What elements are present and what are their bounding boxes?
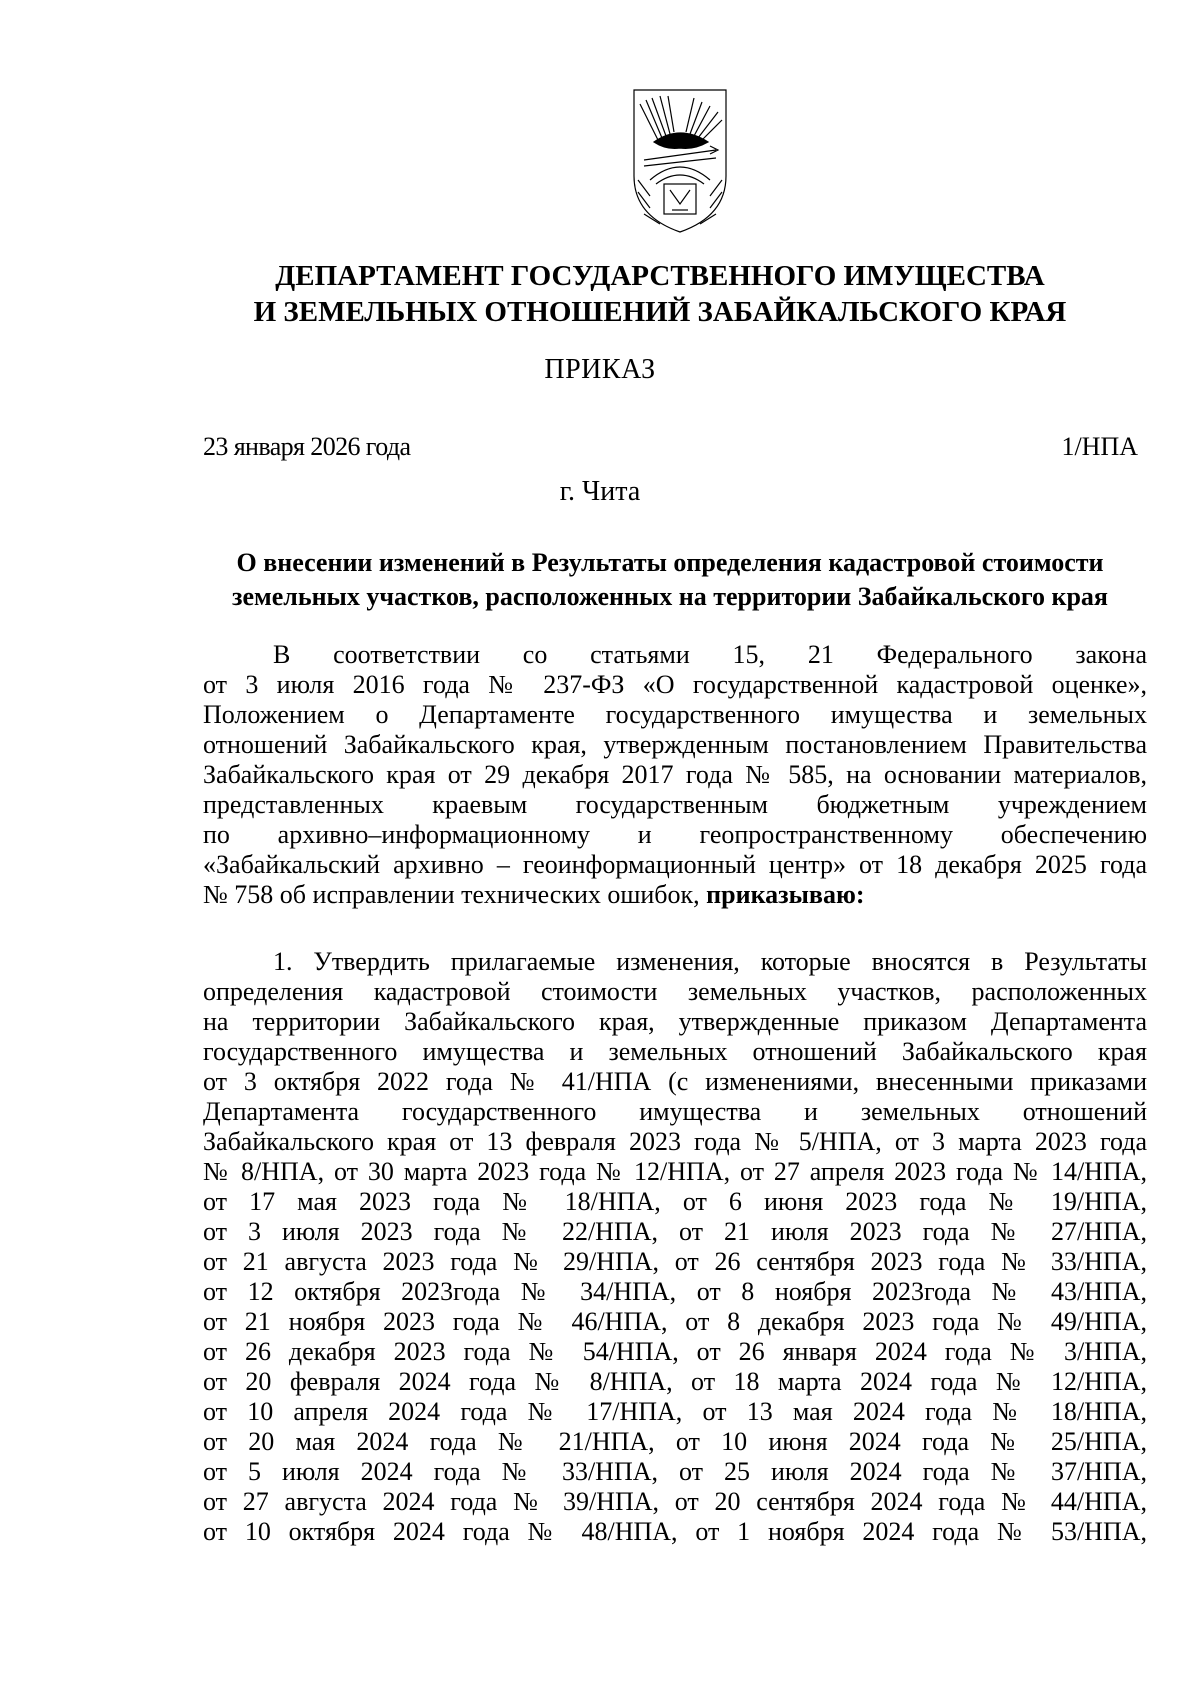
department-title-line: ДЕПАРТАМЕНТ ГОСУДАРСТВЕННОГО ИМУЩЕСТВА <box>275 260 1045 292</box>
paragraph-line: отношений Забайкальского края, утвержденным постановлением Правительства <box>203 730 1147 759</box>
department-title <box>180 258 1140 330</box>
paragraph-line: от 26 декабря 2023 года № 54/НПА, от 26 января 2024 года № 3/НПА, <box>203 1337 1147 1366</box>
paragraph-line-text: № 758 об исправлении технических ошибок, <box>203 880 700 909</box>
paragraph-line: от 3 октября 2022 года № 41/НПА (с изменениями, внесенными приказами <box>203 1067 1147 1096</box>
paragraph-line: определения кадастровой стоимости земельных участков, расположенных <box>203 977 1147 1006</box>
paragraph-line: от 27 августа 2024 года № 39/НПА, от 20 сентября 2024 года № 44/НПА, <box>203 1487 1147 1516</box>
order-city: г. Чита <box>559 476 641 507</box>
paragraph-line: Забайкальского края от 13 февраля 2023 года № 5/НПА, от 3 марта 2023 года <box>203 1127 1147 1156</box>
paragraph-line: от 20 мая 2024 года № 21/НПА, от 10 июня 2024 года № 25/НПА, <box>203 1427 1147 1456</box>
paragraph-line: от 3 июля 2023 года № 22/НПА, от 21 июля 2023 года № 27/НПА, <box>203 1217 1147 1246</box>
paragraph-line: Департамента государственного имущества и земельных отношений <box>203 1097 1147 1126</box>
paragraph-line: от 10 апреля 2024 года № 17/НПА, от 13 мая 2024 года № 18/НПА, <box>203 1397 1147 1426</box>
department-title-line: И ЗЕМЕЛЬНЫХ ОТНОШЕНИЙ ЗАБАЙКАЛЬСКОГО КРАЯ <box>253 296 1067 328</box>
paragraph-line <box>203 880 1147 910</box>
order-directive-word: приказываю: <box>706 880 865 909</box>
order-subject <box>190 546 1150 614</box>
paragraph-line: на территории Забайкальского края, утвержденные приказом Департамента <box>203 1007 1147 1036</box>
order-number: 1/НПА <box>1061 432 1138 461</box>
paragraph-line: № 8/НПА, от 30 марта 2023 года № 12/НПА, от 27 апреля 2023 года № 14/НПА, <box>203 1157 1147 1186</box>
preamble-paragraph <box>203 640 1147 910</box>
paragraph-line: по архивно–информационному и геопространственному обеспечению <box>203 820 1147 849</box>
paragraph-line: «Забайкальский архивно – геоинформационный центр» от 18 декабря 2025 года <box>203 850 1147 879</box>
paragraph-line: 1. Утвердить прилагаемые изменения, которые вносятся в Результаты <box>273 947 1147 976</box>
paragraph-line: от 20 февраля 2024 года № 8/НПА, от 18 марта 2024 года № 12/НПА, <box>203 1367 1147 1396</box>
paragraph-line: Забайкальского края от 29 декабря 2017 года № 585, на основании материалов, <box>203 760 1147 789</box>
paragraph-line: от 17 мая 2023 года № 18/НПА, от 6 июня 2023 года № 19/НПА, <box>203 1187 1147 1216</box>
order-date: 23 января 2026 года <box>203 432 411 461</box>
paragraph-line: от 21 ноября 2023 года № 46/НПА, от 8 декабря 2023 года № 49/НПА, <box>203 1307 1147 1336</box>
subject-line: земельных участков, расположенных на территории Забайкальского края <box>232 582 1108 611</box>
subject-line: О внесении изменений в Результаты определения кадастровой стоимости <box>236 548 1104 577</box>
paragraph-line: В соответствии со статьями 15, 21 Федерального закона <box>273 640 1147 669</box>
paragraph-line: от 3 июля 2016 года № 237-ФЗ «О государственной кадастровой оценке», <box>203 670 1147 699</box>
document-type: ПРИКАЗ <box>544 354 656 385</box>
paragraph-line: от 10 октября 2024 года № 48/НПА, от 1 ноября 2024 года № 53/НПА, <box>203 1517 1147 1546</box>
paragraph-line: от 21 августа 2023 года № 29/НПА, от 26 сентября 2023 года № 33/НПА, <box>203 1247 1147 1276</box>
paragraph-line: государственного имущества и земельных отношений Забайкальского края <box>203 1037 1147 1066</box>
paragraph-line: Положением о Департаменте государственного имущества и земельных <box>203 700 1147 729</box>
clause-1-paragraph <box>203 947 1147 1547</box>
paragraph-line: от 12 октября 2023года № 34/НПА, от 8 ноября 2023года № 43/НПА, <box>203 1277 1147 1306</box>
paragraph-line: представленных краевым государственным бюджетным учреждением <box>203 790 1147 819</box>
coat-of-arms-icon <box>614 84 746 236</box>
paragraph-line: от 5 июля 2024 года № 33/НПА, от 25 июля 2024 года № 37/НПА, <box>203 1457 1147 1486</box>
